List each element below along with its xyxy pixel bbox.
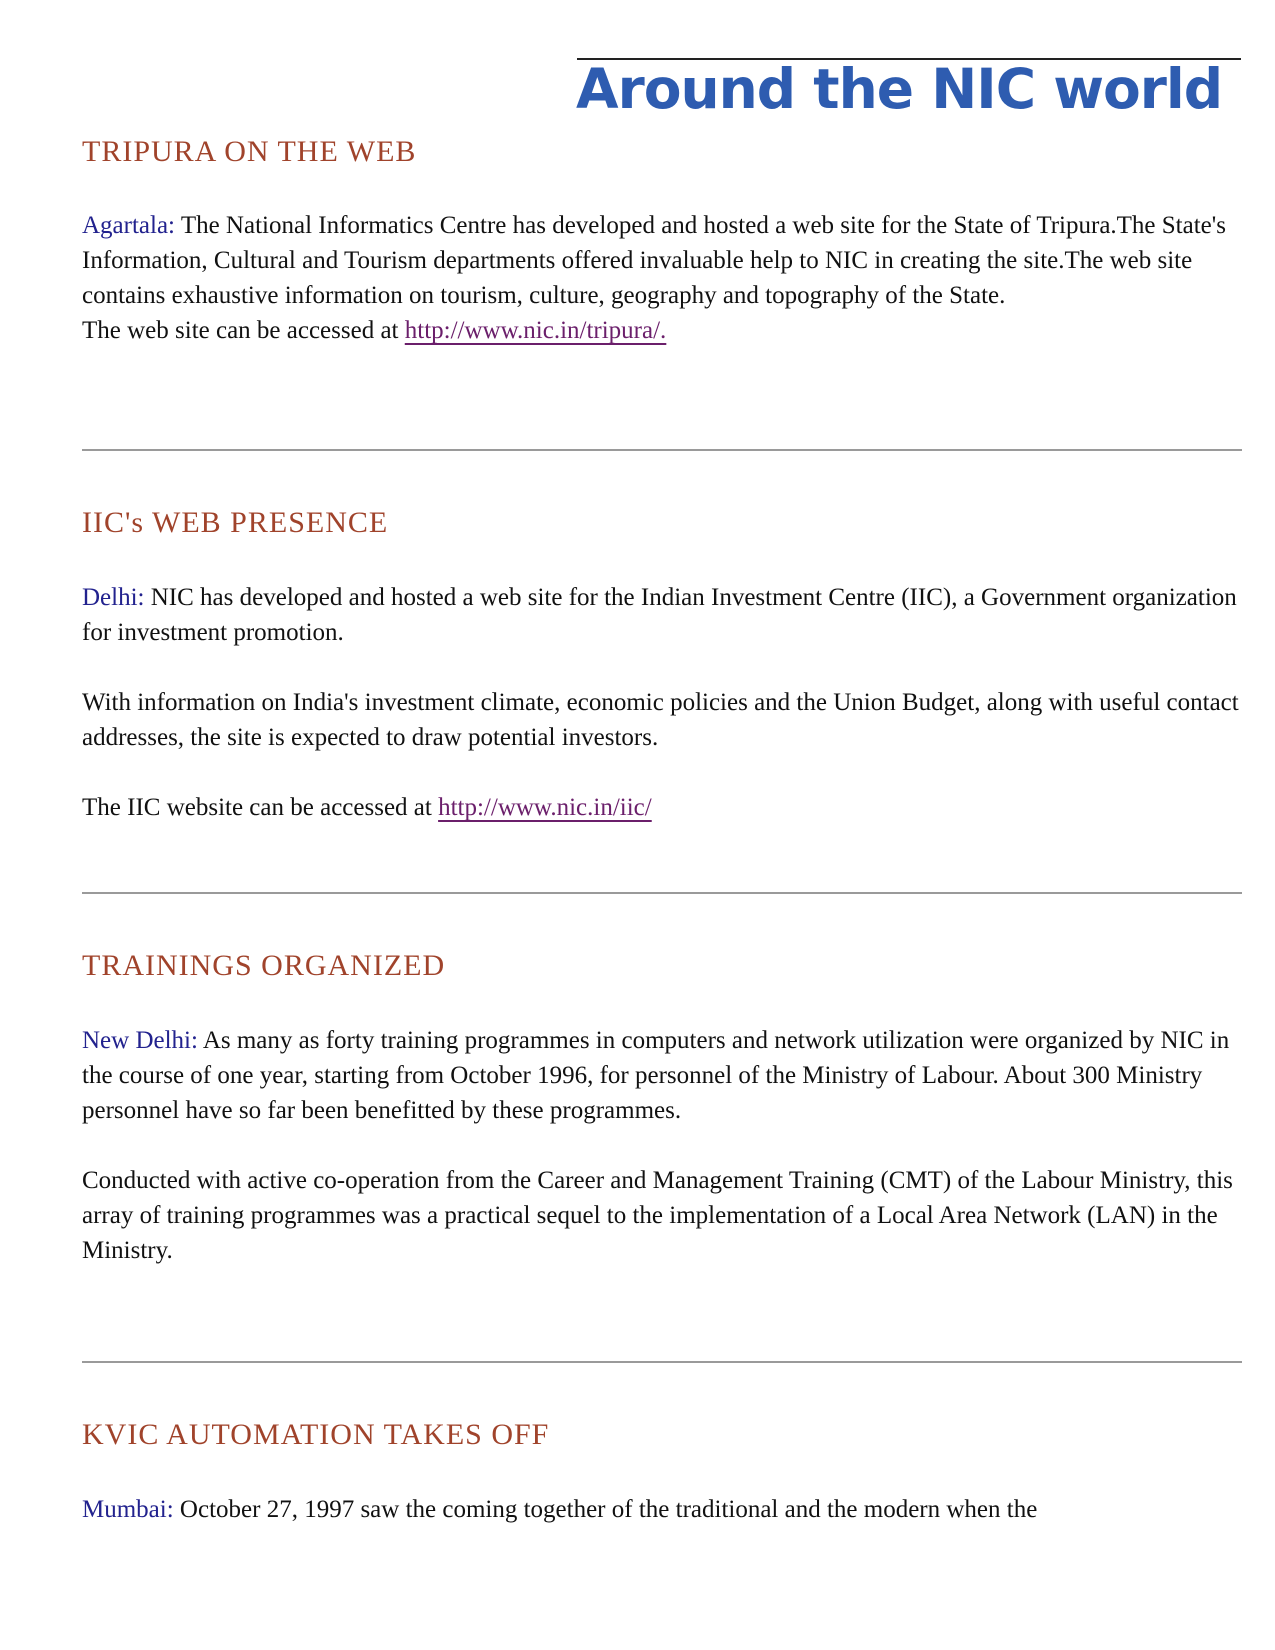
section-heading-tripura: TRIPURA ON THE WEB <box>82 135 417 168</box>
paragraph <box>82 313 1242 348</box>
paragraph <box>82 790 1242 825</box>
paragraph <box>82 685 1242 755</box>
section-body-tripura <box>82 208 1242 348</box>
section-heading-trainings: TRAININGS ORGANIZED <box>82 949 446 982</box>
paragraph-text: The IIC website can be accessed at <box>82 794 439 821</box>
dateline: New Delhi: <box>82 1027 198 1054</box>
dateline: Agartala: <box>82 212 176 239</box>
paragraph <box>82 1492 1242 1527</box>
section-heading-iic: IIC's WEB PRESENCE <box>82 506 389 539</box>
section-body-kvic <box>82 1492 1242 1527</box>
section-divider <box>82 449 1242 451</box>
iic-website-link[interactable]: http://www.nic.in/iic/ <box>438 794 652 821</box>
dateline: Delhi: <box>82 584 145 611</box>
paragraph-text: With information on India's investment climate, economic policies and the Union Budget, along with useful contact addresses, the site is expected to draw potential investors. <box>82 689 1239 751</box>
paragraph <box>82 1023 1242 1128</box>
section-heading-kvic: KVIC AUTOMATION TAKES OFF <box>82 1418 550 1451</box>
paragraph-text: Conducted with active co-operation from the Career and Management Training (CMT) of the Labour Ministry, this array of training programmes was a practical sequel to the implementation of a Local Area Network (LAN) in the Ministry. <box>82 1167 1233 1264</box>
dateline: Mumbai: <box>82 1496 174 1523</box>
masthead-title: Around the NIC world <box>576 57 1223 121</box>
paragraph <box>82 208 1242 313</box>
paragraph-text: As many as forty training programmes in computers and network utilization were organized by NIC in the course of one year, starting from October 1996, for personnel of the Ministry of Labour. About 300 Ministry personnel have so far been benefitted by these programmes. <box>82 1027 1230 1124</box>
tripura-website-link[interactable]: http://www.nic.in/tripura/. <box>404 317 667 344</box>
paragraph-text: NIC has developed and hosted a web site for the Indian Investment Centre (IIC), a Government organization for investment promotion. <box>82 584 1237 646</box>
section-body-iic <box>82 580 1242 825</box>
paragraph-text: The web site can be accessed at <box>82 317 405 344</box>
paragraph <box>82 580 1242 650</box>
section-body-trainings <box>82 1023 1242 1268</box>
paragraph-text: The National Informatics Centre has developed and hosted a web site for the State of Tripura.The State's Information, Cultural and Tourism departments offered invaluable help to NIC in creating the site.The web site contains exhaustive information on tourism, culture, geography and topography of the State. <box>82 212 1227 309</box>
section-divider <box>82 1361 1242 1363</box>
paragraph-text: October 27, 1997 saw the coming together of the traditional and the modern when the <box>173 1496 1038 1523</box>
paragraph <box>82 1163 1242 1268</box>
section-divider <box>82 892 1242 894</box>
